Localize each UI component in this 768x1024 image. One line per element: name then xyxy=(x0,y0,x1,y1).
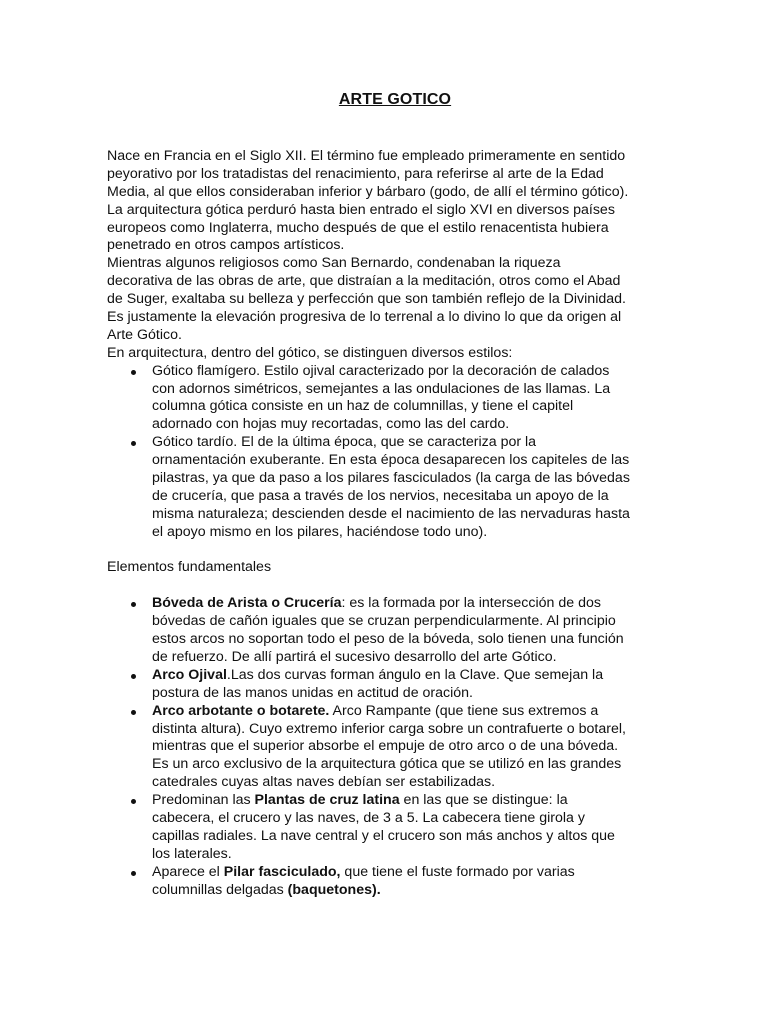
bullet-icon xyxy=(131,799,136,804)
element-list-item xyxy=(107,864,677,900)
text-run: los laterales. xyxy=(152,845,232,862)
bold-term: Pilar fasciculado, xyxy=(223,863,341,880)
element-list-item xyxy=(107,667,677,703)
list-item-line: Gótico flamígero. Estilo ojival caracterizado por la decoración de calados xyxy=(152,362,610,379)
bold-term: Plantas de cruz latina xyxy=(254,792,400,809)
element-list-item xyxy=(107,595,677,667)
bold-term: Arco arbotante o botarete. xyxy=(152,702,330,719)
style-list-item xyxy=(107,363,677,435)
bullet-icon xyxy=(131,674,136,679)
list-item-line: misma naturaleza; descienden desde el nacimiento de las nervaduras hasta xyxy=(152,505,630,522)
list-item-line: ornamentación exuberante. En esta época desaparecen los capiteles de las xyxy=(152,452,630,469)
text-run: catedrales cuyas altas naves debían ser estabilizadas. xyxy=(152,774,496,791)
intro-line: europeos como Inglaterra, mucho después de que el estilo renacentista hubiera xyxy=(107,219,609,236)
intro-line: Es justamente la elevación progresiva de lo terrenal a lo divino lo que da origen al xyxy=(107,309,622,326)
text-run: : es la formada por la intersección de dos xyxy=(341,595,601,612)
list-item-line xyxy=(152,613,677,631)
bullet-icon xyxy=(131,710,136,715)
text-run: mientras que el superior absorbe el empuje de otro arco o de una bóveda. xyxy=(152,738,619,755)
text-run: columnillas delgadas xyxy=(152,881,288,898)
intro-line: La arquitectura gótica perduró hasta bien entrado el siglo XVI en diversos países xyxy=(107,201,615,218)
list-item-line: adornado con hojas muy recortadas, como las del cardo. xyxy=(152,416,510,433)
bullet-icon xyxy=(131,602,136,607)
text-run: .Las dos curvas forman ángulo en la Clave. Que semejan la xyxy=(226,666,604,683)
text-run: de refuerzo. De allí partirá el sucesivo desarrollo del arte Gótico. xyxy=(152,648,557,665)
text-run: postura de las manos unidas en actitud de oración. xyxy=(152,684,473,701)
element-list-item xyxy=(107,792,677,864)
list-item-line xyxy=(152,595,677,613)
intro-line: de Suger, exaltaba su belleza y perfección que son también reflejo de la Divinidad. xyxy=(107,291,626,308)
bold-term: (baquetones). xyxy=(287,881,381,898)
text-run: cabecera, el crucero y las naves, de 3 a 5. La cabecera tiene girola y xyxy=(152,809,585,826)
text-run: que tiene el fuste formado por varias xyxy=(340,863,575,880)
list-item-line: con adornos simétricos, semejantes a las ondulaciones de las llamas. La xyxy=(152,380,611,397)
intro-line: peyorativo por los tratadistas del renacimiento, para referirse al arte de la Edad xyxy=(107,165,604,182)
text-run: Predominan las xyxy=(152,792,255,809)
list-item-line xyxy=(152,703,677,721)
intro-line: Mientras algunos religiosos como San Bernardo, condenaban la riqueza xyxy=(107,255,561,272)
list-item-line xyxy=(152,882,677,900)
list-item-line: pilastras, ya que da paso a los pilares fasciculados (la carga de las bóvedas xyxy=(152,470,630,487)
elements-list xyxy=(107,595,677,899)
text-run: distinta altura). Cuyo extremo inferior carga sobre un contrafuerte o botarel, xyxy=(152,720,626,737)
intro-line: Arte Gótico. xyxy=(107,326,182,343)
text-run: capillas radiales. La nave central y el crucero son más anchos y altos que xyxy=(152,827,615,844)
page-title: ARTE GOTICO xyxy=(338,91,452,108)
text-run: bóvedas de cañón iguales que se cruzan perpendicularmente. Al principio xyxy=(152,613,616,630)
intro-line: penetrado en otros campos artísticos. xyxy=(107,237,345,254)
intro-line: decorativa de las obras de arte, que distraían a la meditación, otros como el Abad xyxy=(107,273,621,290)
text-run: Es un arco exclusivo de la arquitectura gótica que se utilizó en las grandes xyxy=(152,756,622,773)
spacer xyxy=(107,542,677,560)
list-item-line xyxy=(152,792,677,810)
text-run: Arco Rampante (que tiene sus extremos a xyxy=(329,702,599,719)
list-item-line xyxy=(152,685,677,703)
bullet-icon xyxy=(131,441,136,446)
bullet-icon xyxy=(131,871,136,876)
elements-heading: Elementos fundamentales xyxy=(107,559,272,576)
style-list-item xyxy=(107,434,677,541)
element-list-item xyxy=(107,703,677,792)
document-body xyxy=(107,148,677,899)
bullet-icon xyxy=(131,370,136,375)
list-item-line xyxy=(152,721,677,739)
spacer xyxy=(107,577,677,595)
intro-line: En arquitectura, dentro del gótico, se distinguen diversos estilos: xyxy=(107,344,513,361)
list-item-line xyxy=(152,667,677,685)
list-item-line xyxy=(152,810,677,828)
list-item-line: Gótico tardío. El de la última época, que se caracteriza por la xyxy=(152,434,537,451)
list-item-line xyxy=(152,756,677,774)
bold-term: Arco Ojival xyxy=(152,666,227,683)
list-item-line xyxy=(152,846,677,864)
text-run: Aparece el xyxy=(152,863,224,880)
list-item-line: columna gótica consiste en un haz de columnillas, y tiene el capitel xyxy=(152,398,574,415)
list-item-line xyxy=(152,774,677,792)
list-item-line xyxy=(152,649,677,667)
bold-term: Bóveda de Arista o Crucería xyxy=(152,595,342,612)
text-run: en las que se distingue: la xyxy=(399,792,568,809)
list-item-line xyxy=(152,828,677,846)
intro-line: Media, al que ellos consideraban inferior y bárbaro (godo, de allí el término gótico). xyxy=(107,183,629,200)
list-item-line xyxy=(152,631,677,649)
styles-list xyxy=(107,363,677,542)
intro-paragraph xyxy=(107,148,677,363)
list-item-line xyxy=(152,738,677,756)
list-item-line: de crucería, que pasa a través de los nervios, necesitaba un apoyo de la xyxy=(152,487,609,504)
text-run: estos arcos no soportan todo el peso de la bóveda, solo tienen una función xyxy=(152,631,624,648)
list-item-line: el apoyo mismo en los pilares, haciéndose todo uno). xyxy=(152,523,488,540)
list-item-line xyxy=(152,864,677,882)
intro-line: Nace en Francia en el Siglo XII. El término fue empleado primeramente en sentido xyxy=(107,148,626,164)
